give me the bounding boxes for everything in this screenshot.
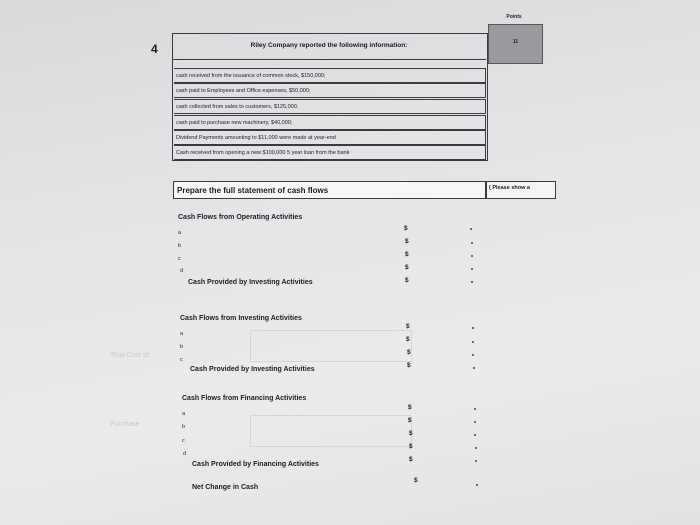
investing-letter-b: b (180, 344, 184, 350)
operating-dot (471, 242, 473, 244)
investing-dot (473, 367, 475, 369)
financing-dot (474, 408, 476, 410)
financing-dot (475, 460, 477, 462)
operating-heading: Cash Flows from Operating Activities (178, 214, 303, 221)
operating-total-label: Cash Provided by Investing Activities (188, 279, 313, 286)
operating-dot (471, 255, 473, 257)
instruction-box: Prepare the full statement of cash flows (173, 181, 486, 199)
problem-title: Riley Company reported the following information: (172, 33, 486, 60)
investing-dot (472, 354, 474, 356)
operating-letter-c: c (178, 256, 181, 262)
operating-dollar-c: $ (405, 251, 409, 258)
problem-item: cash paid to Employees and Office expenses, $50,000; (174, 83, 486, 98)
operating-letter-b: b (178, 243, 182, 249)
faint-input-box (250, 330, 412, 362)
financing-total-label: Cash Provided by Financing Activities (192, 461, 319, 468)
investing-dot (472, 327, 474, 329)
financing-letter-a: a (182, 411, 186, 417)
net-change-dollar: $ (414, 477, 418, 484)
problem-item: cash received from the issuance of common stock, $150,000; (174, 68, 486, 83)
ghost-text: Purchase (110, 421, 140, 428)
problem-item: cash collected from sales to customers, $125,000. (174, 99, 486, 114)
investing-total-label: Cash Provided by Investing Activities (190, 366, 315, 373)
question-number: 4 (151, 42, 158, 56)
points-value: 11 (488, 24, 543, 64)
problem-item: cash paid to purchase new machinery, $40,000; (174, 115, 486, 130)
faint-input-box (250, 415, 412, 447)
investing-dot (472, 341, 474, 343)
operating-dollar-a: $ (404, 225, 408, 232)
side-note: ( Please show a (486, 181, 556, 199)
operating-dollar-total: $ (405, 277, 409, 284)
investing-dollar-c: $ (407, 349, 411, 356)
financing-dollar-b: $ (408, 417, 412, 424)
net-change-label: Net Change in Cash (192, 484, 259, 491)
operating-dot (470, 228, 472, 230)
problem-item: Cash received from opening a new $100,000 5 year loan from the bank (174, 145, 486, 160)
financing-dot (474, 434, 476, 436)
net-change-dot (476, 484, 478, 486)
operating-letter-d: d (180, 268, 184, 274)
operating-letter-a: a (178, 230, 182, 236)
investing-dollar-total: $ (407, 362, 411, 369)
operating-dot (471, 281, 473, 283)
financing-heading: Cash Flows from Financing Activities (182, 395, 307, 402)
financing-letter-d: d (183, 451, 187, 457)
points-label: Points (506, 14, 522, 20)
operating-dollar-b: $ (405, 238, 409, 245)
financing-dollar-total: $ (409, 456, 413, 463)
financing-dot (474, 421, 476, 423)
investing-heading: Cash Flows from Investing Activities (180, 315, 302, 322)
financing-dot (475, 447, 477, 449)
financing-dollar-c: $ (409, 430, 413, 437)
investing-dollar-b: $ (406, 336, 410, 343)
financing-dollar-d: $ (409, 443, 413, 450)
financing-letter-c: c (182, 438, 185, 444)
investing-letter-c: c (180, 357, 183, 363)
investing-dollar-a: $ (406, 323, 410, 330)
investing-letter-a: a (180, 331, 184, 337)
operating-dot (471, 268, 473, 270)
financing-dollar-a: $ (408, 404, 412, 411)
problem-item: Dividend Payments amounting to $11,000 were made at year-end (174, 130, 486, 145)
financing-letter-b: b (182, 424, 186, 430)
operating-dollar-d: $ (405, 264, 409, 271)
ghost-text: Total Cost of (110, 352, 149, 359)
